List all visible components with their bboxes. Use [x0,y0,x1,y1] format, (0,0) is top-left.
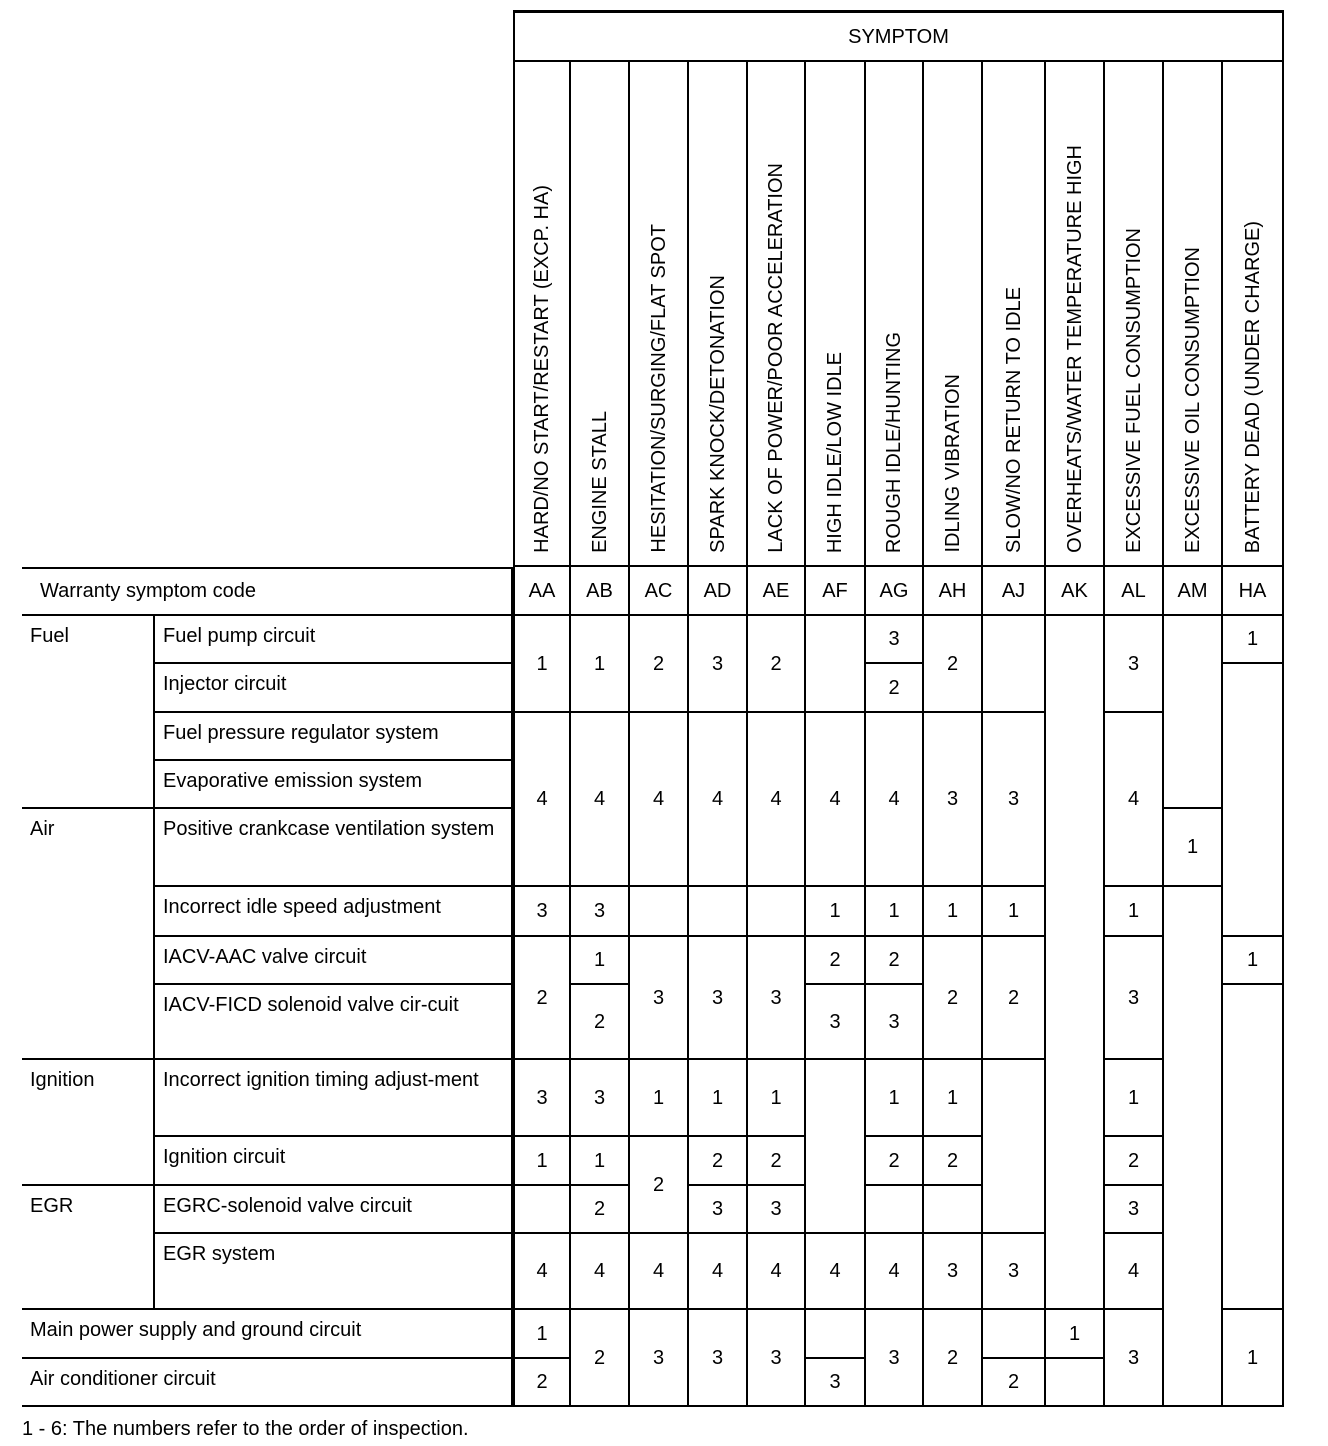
inspection-order-cell: 4 [748,713,806,887]
inspection-order-cell: 3 [806,1359,866,1407]
symptom-name: EXCESSIVE OIL CONSUMPTION [1181,247,1204,553]
inspection-order-cell: 2 [983,937,1046,1060]
symptom-code: AA [513,567,571,616]
symptom-column-header [1164,62,1223,567]
item-label: IACV-AAC valve circuit [155,937,513,985]
inspection-order-cell: 4 [630,713,689,887]
symptom-code: AH [924,567,983,616]
inspection-order-cell: 1 [866,887,924,937]
item-label: Air conditioner circuit [22,1359,513,1407]
inspection-order-cell: 4 [866,713,924,887]
inspection-order-cell: 2 [571,985,630,1060]
inspection-order-cell: 1 [1105,887,1164,937]
inspection-order-cell: 4 [748,1234,806,1310]
inspection-order-cell: 1 [1164,809,1223,887]
inspection-order-cell: 3 [689,937,748,1060]
inspection-order-cell: 1 [571,616,630,713]
item-label: EGRC-solenoid valve circuit [155,1186,513,1234]
inspection-order-cell: 1 [630,1060,689,1137]
inspection-order-cell: 1 [513,616,571,713]
inspection-order-cell: 1 [1046,1310,1105,1359]
inspection-order-cell: 3 [571,1060,630,1137]
inspection-order-cell: 2 [630,1137,689,1234]
symptom-code: AK [1046,567,1105,616]
inspection-order-cell: 2 [983,1359,1046,1407]
inspection-order-cell: 3 [748,1186,806,1234]
symptom-code: AG [866,567,924,616]
inspection-order-cell: 3 [748,937,806,1060]
inspection-order-cell: 2 [1105,1137,1164,1186]
symptom-name: HESITATION/SURGING/FLAT SPOT [647,224,670,553]
inspection-order-cell: 3 [630,1310,689,1407]
inspection-order-cell: 1 [571,937,630,985]
inspection-order-cell: 1 [1223,937,1284,985]
inspection-order-cell: 2 [866,937,924,985]
symptom-column-header [748,62,806,567]
warranty-code-label: Warranty symptom code [22,567,513,616]
inspection-order-cell: 1 [866,1060,924,1137]
symptom-column-header [1105,62,1164,567]
inspection-order-cell [806,1060,866,1234]
item-label: Injector circuit [155,664,513,713]
inspection-order-cell: 3 [689,1310,748,1407]
item-label: Incorrect ignition timing adjust-ment [155,1060,513,1137]
symptom-code: AE [748,567,806,616]
symptom-code: AC [630,567,689,616]
inspection-order-cell [748,887,806,937]
symptom-column-header [866,62,924,567]
inspection-order-cell: 3 [1105,1310,1164,1407]
item-label: Main power supply and ground circuit [22,1310,513,1359]
inspection-order-cell: 3 [689,616,748,713]
symptom-column-header [689,62,748,567]
inspection-order-cell: 4 [806,1234,866,1310]
symptom-column-header [513,62,571,567]
inspection-order-cell: 2 [689,1137,748,1186]
symptom-code: AM [1164,567,1223,616]
item-label: EGR system [155,1234,513,1310]
inspection-order-cell: 4 [689,713,748,887]
inspection-order-cell: 1 [924,887,983,937]
symptom-column-header [924,62,983,567]
inspection-order-cell: 3 [866,1310,924,1407]
symptom-name: IDLING VIBRATION [941,374,964,553]
inspection-order-cell [1046,616,1105,1310]
inspection-order-cell: 2 [866,664,924,713]
symptom-code: AF [806,567,866,616]
inspection-order-cell: 4 [571,1234,630,1310]
inspection-order-cell [513,1186,571,1234]
symptom-name: SPARK KNOCK/DETONATION [706,275,729,553]
symptom-name: HARD/NO START/RESTART (EXCP. HA) [531,185,553,553]
inspection-order-cell: 4 [513,1234,571,1310]
group-label: Fuel [22,616,155,809]
symptom-name: BATTERY DEAD (UNDER CHARGE) [1241,220,1264,553]
inspection-order-cell: 1 [924,1060,983,1137]
group-label: EGR [22,1186,155,1310]
symptom-column-header [1223,62,1284,567]
symptom-code: AJ [983,567,1046,616]
inspection-order-cell [1164,887,1223,1407]
item-label: Ignition circuit [155,1137,513,1186]
inspection-order-cell: 4 [571,713,630,887]
inspection-order-cell: 1 [513,1310,571,1359]
symptom-name: HIGH IDLE/LOW IDLE [824,351,846,553]
inspection-order-cell: 2 [748,616,806,713]
inspection-order-cell: 1 [983,887,1046,937]
inspection-order-cell: 2 [571,1310,630,1407]
inspection-order-cell [806,1310,866,1359]
inspection-order-cell: 2 [630,616,689,713]
symptom-column-header [983,62,1046,567]
symptom-code: AL [1105,567,1164,616]
symptom-name: OVERHEATS/WATER TEMPERATURE HIGH [1063,145,1086,553]
symptom-name: ENGINE STALL [588,411,611,553]
inspection-order-cell: 1 [1105,1060,1164,1137]
symptom-name: SLOW/NO RETURN TO IDLE [1002,287,1025,553]
inspection-order-cell: 2 [513,1359,571,1407]
inspection-order-cell: 4 [1105,1234,1164,1310]
item-label: IACV-FICD solenoid valve cir-cuit [155,985,513,1060]
inspection-order-cell: 2 [571,1186,630,1234]
inspection-order-cell: 4 [513,713,571,887]
inspection-order-cell: 3 [1105,1186,1164,1234]
inspection-order-cell: 3 [571,887,630,937]
inspection-order-cell [983,616,1046,713]
inspection-order-cell: 3 [630,937,689,1060]
inspection-order-cell: 1 [689,1060,748,1137]
inspection-order-cell: 4 [866,1234,924,1310]
inspection-order-cell: 3 [924,1234,983,1310]
inspection-order-cell: 2 [924,1137,983,1186]
inspection-order-cell: 1 [748,1060,806,1137]
inspection-order-cell: 4 [630,1234,689,1310]
inspection-order-cell: 3 [689,1186,748,1234]
inspection-order-cell [689,887,748,937]
inspection-order-cell: 3 [513,887,571,937]
inspection-order-cell: 2 [513,937,571,1060]
inspection-order-cell: 2 [866,1137,924,1186]
symptom-column-header [1046,62,1105,567]
inspection-order-cell: 2 [924,937,983,1060]
inspection-order-cell: 3 [806,985,866,1060]
inspection-order-cell [866,1186,924,1234]
symptom-code: AD [689,567,748,616]
blank-corner [22,10,513,567]
item-label: Incorrect idle speed adjustment [155,887,513,937]
inspection-order-cell: 1 [1223,616,1284,664]
symptom-code: HA [1223,567,1284,616]
inspection-order-cell: 3 [924,713,983,887]
inspection-order-cell [924,1186,983,1234]
inspection-order-cell: 3 [983,1234,1046,1310]
symptom-name: LACK OF POWER/POOR ACCELERATION [765,163,787,553]
group-label: Air [22,809,155,1060]
inspection-order-cell: 3 [748,1310,806,1407]
inspection-order-cell [1223,985,1284,1310]
inspection-order-cell [1164,616,1223,809]
symptom-name: EXCESSIVE FUEL CONSUMPTION [1122,228,1145,553]
inspection-order-cell: 2 [748,1137,806,1186]
symptom-column-header [806,62,866,567]
inspection-order-cell: 2 [806,937,866,985]
inspection-order-cell [983,1060,1046,1234]
inspection-order-cell: 4 [689,1234,748,1310]
item-label: Evaporative emission system [155,761,513,809]
inspection-order-cell: 3 [866,616,924,664]
symptom-code: AB [571,567,630,616]
symptom-header: SYMPTOM [513,10,1284,62]
symptom-column-header [571,62,630,567]
inspection-order-table [22,10,1284,1407]
inspection-order-cell: 4 [1105,713,1164,887]
inspection-order-cell: 2 [924,1310,983,1407]
inspection-order-cell: 1 [806,887,866,937]
inspection-order-cell [1046,1359,1105,1407]
inspection-order-cell [806,616,866,713]
inspection-order-cell: 3 [983,713,1046,887]
inspection-order-cell: 4 [806,713,866,887]
inspection-order-cell: 2 [924,616,983,713]
group-label: Ignition [22,1060,155,1186]
inspection-order-cell [630,887,689,937]
inspection-order-cell: 1 [1223,1310,1284,1407]
item-label: Fuel pump circuit [155,616,513,664]
inspection-order-cell [1223,664,1284,937]
inspection-order-cell [983,1310,1046,1359]
footnote: 1 - 6: The numbers refer to the order of inspection. [22,1418,469,1440]
inspection-order-cell: 3 [866,985,924,1060]
symptom-column-header [630,62,689,567]
inspection-order-cell: 3 [1105,937,1164,1060]
symptom-name: ROUGH IDLE/HUNTING [883,331,905,553]
item-label: Fuel pressure regulator system [155,713,513,761]
inspection-order-cell: 3 [1105,616,1164,713]
inspection-order-cell: 3 [513,1060,571,1137]
inspection-order-cell: 1 [571,1137,630,1186]
item-label: Positive crankcase ventilation system [155,809,513,887]
inspection-order-cell: 1 [513,1137,571,1186]
